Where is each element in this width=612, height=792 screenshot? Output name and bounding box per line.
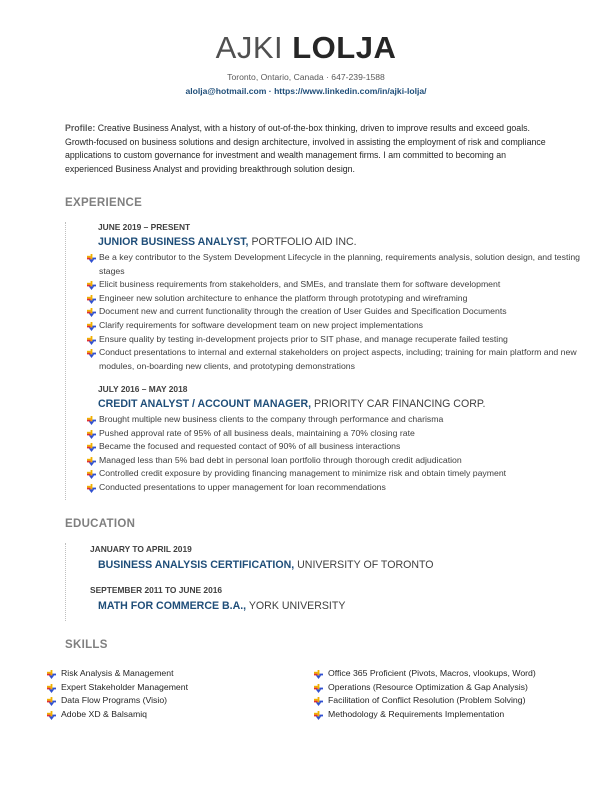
list-item [87, 278, 587, 292]
education-entry [90, 544, 590, 571]
list-item [87, 427, 587, 441]
bullet-arrow-icon [87, 254, 96, 263]
job-title [98, 398, 587, 410]
item-text: Adobe XD & Balsamiq [61, 708, 147, 719]
bullet-arrow-icon [87, 430, 96, 439]
list-item [314, 681, 594, 695]
bullet-arrow-icon [87, 308, 96, 317]
item-text: Facilitation of Conflict Resolution (Problem Solving) [328, 695, 526, 706]
list-item [87, 413, 587, 427]
job-role: CREDIT ANALYST / ACCOUNT MANAGER, [98, 398, 312, 410]
job-bullets [87, 251, 587, 373]
list-item [87, 454, 587, 468]
bullet-arrow-icon [314, 711, 323, 720]
edu-school: YORK UNIVERSITY [246, 600, 346, 612]
item-text: Be a key contributor to the System Development Lifecycle in the planning, requirements analysis, solution design, and testing stages [99, 252, 580, 276]
bullet-arrow-icon [87, 281, 96, 290]
item-text: Data Flow Programs (Visio) [61, 695, 168, 706]
bullet-arrow-icon [87, 457, 96, 466]
job-dates: JULY 2016 – MAY 2018 [98, 384, 188, 394]
last-name: LOLJA [292, 30, 397, 65]
bullet-arrow-icon [314, 697, 323, 706]
job-role: JUNIOR BUSINESS ANALYST, [98, 236, 249, 248]
bullet-arrow-icon [87, 443, 96, 452]
list-item [87, 319, 587, 333]
separator: · [266, 86, 275, 96]
list-item [47, 694, 307, 708]
skills-heading: SKILLS [65, 639, 108, 651]
item-text: Brought multiple new business clients to the company through performance and charisma [99, 414, 444, 424]
list-item [87, 440, 587, 454]
list-item [87, 251, 587, 278]
job-entry [87, 222, 587, 373]
profile-label: Profile: [65, 123, 96, 133]
job-company: PORTFOLIO AID INC. [248, 236, 357, 248]
bullet-arrow-icon [47, 711, 56, 720]
item-text: Document new and current functionality through the creation of User Guides and Specification Documents [99, 306, 507, 317]
job-entry [87, 384, 587, 495]
edu-school: UNIVERSITY OF TORONTO [294, 559, 434, 571]
location-phone: Toronto, Ontario, Canada · 647-239-1588 [227, 72, 385, 82]
bullet-arrow-icon [314, 684, 323, 693]
job-company: PRIORITY CAR FINANCING CORP. [311, 398, 486, 410]
contact-links [0, 86, 612, 96]
education-divider [65, 543, 66, 621]
item-text: Expert Stakeholder Management [61, 681, 189, 692]
edu-dates: JANUARY TO APRIL 2019 [90, 544, 192, 554]
bullet-arrow-icon [47, 684, 56, 693]
first-name: AJKI [215, 30, 284, 65]
list-item [87, 333, 587, 347]
item-text: Became the focused and requested contact of 90% of all business interactions [99, 441, 401, 452]
item-text: Clarify requirements for software development team on new project implementations [99, 319, 423, 330]
education-list [90, 544, 590, 626]
list-item [87, 346, 587, 373]
list-item [47, 681, 307, 695]
bullet-arrow-icon [87, 470, 96, 479]
edu-degree: MATH FOR COMMERCE B.A., [98, 600, 247, 612]
item-text: Managed less than 5% bad debt in personal loan portfolio through thorough credit adjudication [99, 454, 462, 465]
email-link[interactable]: alolja@hotmail.com [185, 86, 267, 96]
skills-left [47, 667, 307, 721]
education-entry [90, 585, 590, 612]
item-text: Methodology & Requirements Implementation [328, 708, 505, 719]
item-text: Risk Analysis & Management [61, 668, 174, 678]
item-text: Operations (Resource Optimization & Gap Analysis) [328, 681, 528, 692]
bullet-arrow-icon [87, 322, 96, 331]
edu-dates: SEPTEMBER 2011 TO JUNE 2016 [90, 585, 223, 595]
item-text: Conduct presentations to internal and external stakeholders on project aspects, including; training for main platform and new modules, on-boarding new clients, and prototyping demonstrations [99, 347, 577, 371]
list-item [87, 292, 587, 306]
candidate-name [0, 30, 612, 66]
item-text: Office 365 Proficient (Pivots, Macros, vlookups, Word) [328, 668, 536, 678]
list-item [87, 305, 587, 319]
profile-summary [65, 122, 550, 176]
bullet-arrow-icon [87, 295, 96, 304]
job-dates: JUNE 2019 – PRESENT [98, 222, 191, 232]
edu-degree: BUSINESS ANALYSIS CERTIFICATION, [98, 559, 295, 571]
job-bullets [87, 413, 587, 495]
experience-heading: EXPERIENCE [65, 197, 143, 209]
bullet-arrow-icon [87, 416, 96, 425]
bullet-arrow-icon [87, 484, 96, 493]
list-item [314, 667, 594, 681]
list-item [87, 467, 587, 481]
job-title [98, 236, 587, 248]
list-item [314, 708, 594, 722]
bullet-arrow-icon [87, 336, 96, 345]
item-text: Elicit business requirements from stakeholders, and SMEs, and translate them for software development [99, 279, 501, 290]
list-item [47, 708, 307, 722]
item-text: Engineer new solution architecture to enhance the platform through prototyping and wireframing [99, 292, 468, 303]
experience-divider [65, 222, 66, 500]
edu-title [90, 559, 590, 571]
bullet-arrow-icon [47, 697, 56, 706]
list-item [87, 481, 587, 495]
profile-text: Creative Business Analyst, with a history of out-of-the-box thinking, driven to improve results and exceed goals. Growth-focused on business solutions and design architecture, involved in assisting the employment of risk and compliance applications to custom governance for investment and wealth management firms. I am committed to becoming an experienced Business Analyst and providing breakthrough solution design. [65, 123, 546, 174]
bullet-arrow-icon [87, 349, 96, 358]
list-item [314, 694, 594, 708]
item-text: Pushed approval rate of 95% of all business deals, maintaining a 70% closing rate [99, 427, 415, 438]
bullet-arrow-icon [314, 670, 323, 679]
item-text: Controlled credit exposure by providing financing management to minimize risk and obtain timely payment [99, 468, 507, 479]
list-item [47, 667, 307, 681]
education-heading: EDUCATION [65, 518, 136, 530]
skills-right [314, 667, 594, 721]
bullet-arrow-icon [47, 670, 56, 679]
item-text: Conducted presentations to upper management for loan recommendations [99, 481, 386, 492]
item-text: Ensure quality by testing in-development projects prior to SIT phase, and manage recuperate failed testing [99, 333, 508, 344]
linkedin-link[interactable]: https://www.linkedin.com/in/ajki-lolja/ [274, 86, 427, 96]
edu-title [90, 600, 590, 612]
